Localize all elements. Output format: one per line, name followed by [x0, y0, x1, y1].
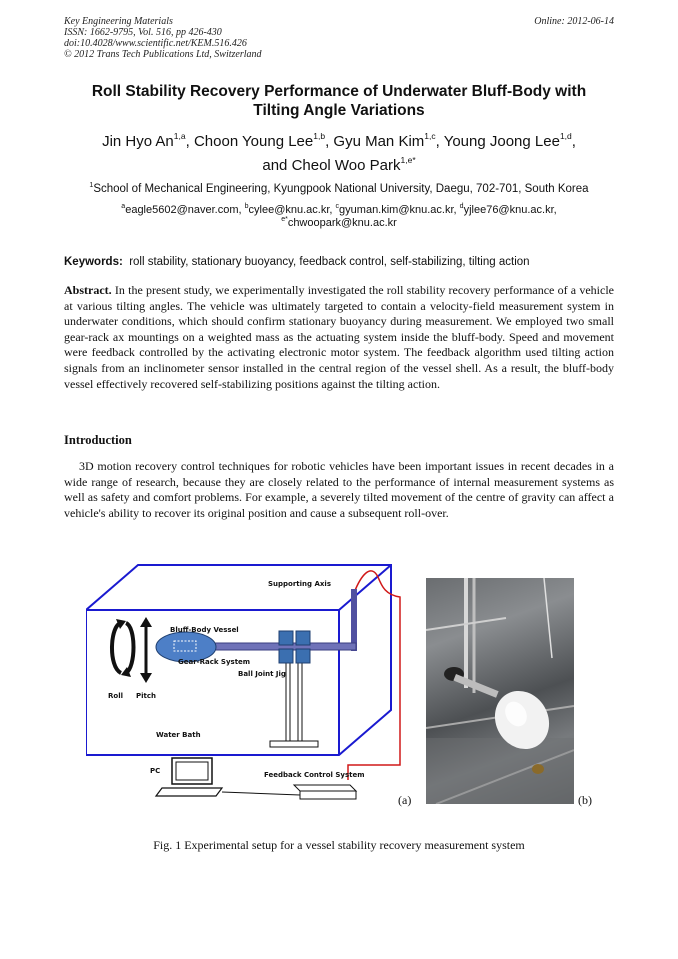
- feedback-control-box-icon: [222, 785, 356, 799]
- author-sup: 1,d: [559, 131, 572, 141]
- label-water-bath: Water Bath: [156, 731, 201, 739]
- label-feedback-control-system: Feedback Control System: [264, 771, 365, 779]
- ball-joint-block: [279, 631, 293, 645]
- author-sup: 1,e*: [400, 155, 416, 165]
- author-name: Young Joong Lee: [443, 133, 560, 150]
- abstract-label: Abstract.: [64, 283, 112, 297]
- ball-joint-block: [296, 631, 310, 645]
- issn: ISSN: 1662-9795, Vol. 516, pp 426-430: [64, 27, 222, 38]
- label-roll: Roll: [108, 692, 123, 700]
- journal-header: [64, 16, 262, 60]
- copyright: © 2012 Trans Tech Publications Ltd, Switzerland: [64, 49, 262, 60]
- abstract-text: In the present study, we experimentally investigated the roll stability recovery performance of a vehicle at various tilting angles. The vehicle was ultimately targeted to contain a velocity-field measurement system in underwater conditions, which should confirm stationary buoyancy during measurement. We employed two small gear-rack ax mountings on a weighted mass as the actuating system inside the bluff-body. Speed and movement were feedback controlled by the activating electronic motor system. The feedback algorithm used tilting action signals from an inclinometer sensor installed in the central region of the vessel shell. As a result, the bluff-body vessel effectively recovered self-stabilizing positions against the tilting action.: [64, 283, 615, 391]
- abstract: [64, 283, 614, 392]
- setup-photograph: [426, 578, 574, 804]
- support-base: [270, 741, 318, 747]
- email-sup: e*: [281, 216, 288, 223]
- pitch-arrow-icon: [140, 617, 152, 683]
- author-name: Choon Young Lee: [193, 133, 314, 150]
- email-link[interactable]: chwoopark@knu.ac.kr: [287, 217, 397, 229]
- affiliation-text: School of Mechanical Engineering, Kyungpook National University, Daegu, 702-701, South Korea: [93, 183, 589, 195]
- section-heading-introduction: Introduction: [64, 433, 132, 447]
- author-joiner: and: [262, 157, 288, 174]
- introduction-paragraph: 3D motion recovery control techniques for robotic vehicles have been important issues in recent decades in a wide range of research, because they are closely related to the performance of internal measurement systems as well as safety and comfort problems. For example, a severely tilted movement of the centre of gravity can affect a vehicle's ability to recover its original position and cause a subsequent roll-over.: [64, 459, 614, 520]
- author-sup: 1,b: [313, 131, 326, 141]
- label-gear-rack-system: Gear-Rack System: [178, 658, 251, 666]
- shaft: [196, 643, 356, 650]
- roll-arrow-icon: [112, 619, 134, 677]
- email-link[interactable]: yjlee76@knu.ac.kr: [463, 204, 554, 216]
- photo-illustration: [426, 578, 574, 804]
- online-date: Online: 2012-06-14: [534, 16, 614, 27]
- email-link[interactable]: cylee@knu.ac.kr: [248, 204, 330, 216]
- label-pitch: Pitch: [136, 692, 157, 700]
- author-name: Gyu Man Kim: [333, 133, 425, 150]
- figure-caption: Fig. 1 Experimental setup for a vessel stability recovery measurement system: [153, 838, 525, 852]
- paper-title: [60, 82, 618, 120]
- ball-joint-block: [279, 649, 293, 663]
- pc-monitor-icon: [156, 758, 222, 796]
- ball-joint-block: [296, 649, 310, 663]
- label-pc: PC: [150, 767, 161, 775]
- author-sup: 1,a: [173, 131, 186, 141]
- journal-name: Key Engineering Materials: [64, 16, 173, 27]
- email-link[interactable]: eagle5602@naver.com: [125, 204, 239, 216]
- panel-label-a: (a): [398, 793, 412, 807]
- email-sup: a: [121, 203, 126, 210]
- label-supporting-axis: Supporting Axis: [268, 580, 331, 588]
- keywords-text: roll stability, stationary buoyancy, feedback control, self-stabilizing, tilting action: [129, 256, 530, 268]
- email-sup: b: [244, 203, 249, 210]
- author-name: Cheol Woo Park: [291, 157, 401, 174]
- email-sup: c: [335, 203, 340, 210]
- doi: doi:10.4028/www.scientific.net/KEM.516.426: [64, 38, 247, 49]
- author-sup: 1,c: [424, 131, 436, 141]
- title-line-2: Tilting Angle Variations: [253, 102, 425, 119]
- author-list: Jin Hyo An$^{1,a}$, Choon Young Lee$^{1,b}$, Gyu Man Kim$^{1,c}$, Young Joong Lee$^{1,d}$, and Cheol Woo Park$^{1,e*}$: [102, 131, 576, 174]
- label-ball-joint-jig: Ball Joint Jig: [238, 670, 286, 678]
- email-list: $^a$eagle5602@naver.com, $^b$cylee@knu.ac.kr, $^c$gyuman.kim@knu.ac.kr, $^d$yjlee76@knu.ac.kr, $^{e*}$chwoopark@knu.ac.kr: [121, 203, 557, 229]
- panel-label-b: (b): [578, 793, 592, 807]
- email-link[interactable]: gyuman.kim@knu.ac.kr: [339, 204, 454, 216]
- affiliation: [40, 182, 638, 196]
- title-line-1: Roll Stability Recovery Performance of Underwater Bluff-Body with: [91, 83, 587, 100]
- keywords: [64, 255, 624, 269]
- keywords-label: Keywords:: [64, 256, 123, 268]
- affiliation-sup: 1: [89, 182, 94, 189]
- setup-schematic: [86, 555, 406, 805]
- email-sup: d: [459, 203, 464, 210]
- author-name: Jin Hyo An: [102, 133, 174, 150]
- label-bluff-body-vessel: Bluff-Body Vessel: [170, 626, 239, 634]
